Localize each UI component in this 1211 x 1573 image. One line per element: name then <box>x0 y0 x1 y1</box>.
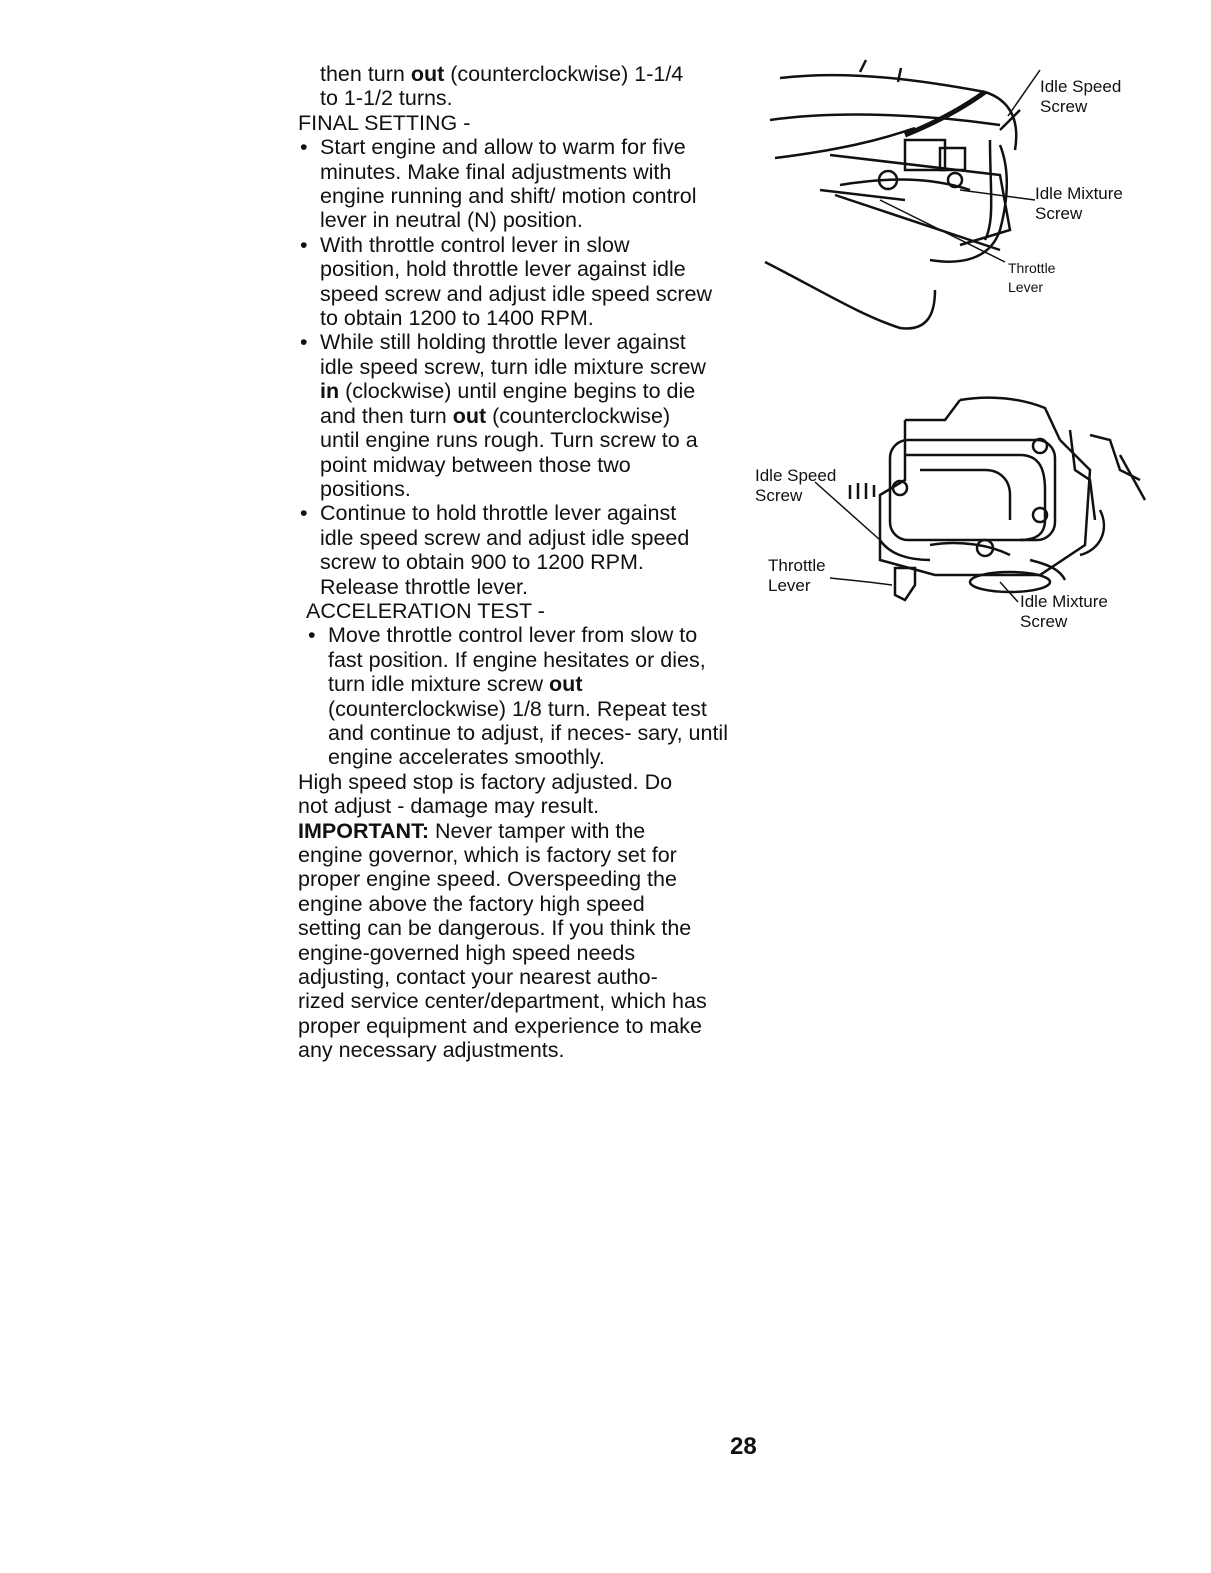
final-bullet-1 <box>298 135 710 233</box>
top-label-idle-speed-screw: Idle Speed Screw <box>1040 77 1122 116</box>
final-bullet-3-in: in <box>320 379 340 404</box>
high-speed-note: High speed stop is factory adjusted. Do not adjust - damage may result. <box>298 769 673 819</box>
instruction-column <box>298 62 738 1063</box>
important-label: IMPORTANT: <box>298 818 429 843</box>
intro-text <box>298 62 720 111</box>
final-bullet-3 <box>298 330 715 501</box>
final-bullet-3-text-e: (counterclockwise) until engine runs rough. Turn screw to a point midway between those two positions. <box>320 403 698 501</box>
bullet-dot: • <box>300 232 308 257</box>
bullet-dot: • <box>300 501 308 526</box>
important-note <box>298 819 708 1063</box>
final-setting-heading: FINAL SETTING - <box>298 110 471 135</box>
intro-text-bold: out <box>410 62 445 86</box>
accel-bullet <box>306 623 733 769</box>
final-bullet-2 <box>298 233 715 331</box>
final-bullet-3-out: out <box>452 403 487 428</box>
final-bullet-2-text: With throttle control lever in slow position, hold throttle lever against idle speed screw and adjust idle speed screw to obtain 1200 to 1400 RPM. <box>320 232 712 331</box>
bottom-label-throttle-lever: Throttle Lever <box>768 556 826 595</box>
top-label-idle-mixture-screw: Idle Mixture Screw <box>1035 184 1123 223</box>
accel-bullet-text-a: Move throttle control lever from slow to fast position. If engine hesitates or dies, turn idle mixture screw <box>328 623 706 697</box>
page-number: 28 <box>730 1433 757 1460</box>
intro-text-a: then turn <box>320 62 411 86</box>
final-bullet-3-text-a: While still holding throttle lever against idle speed screw, turn idle mixture screw <box>320 330 706 379</box>
top-label-throttle-lever: Throttle Lever <box>1008 260 1056 295</box>
bullet-dot: • <box>308 623 316 648</box>
final-bullet-1-text: Start engine and allow to warm for five minutes. Make final adjustments with engine running and shift/ motion control lever in neutral (N) position. <box>320 135 697 233</box>
important-text: Never tamper with the engine governor, which is factory set for proper engine speed. Overspeeding the engine above the factory high speed setting can be dangerous. If you think the engine-governed high speed needs adjusting, contact your nearest autho- rized service center/department, which has proper equipment and experience to make any necessary adjustments. <box>298 818 707 1063</box>
bottom-label-idle-speed-screw: Idle Speed Screw <box>755 466 837 505</box>
final-bullet-3-text-c: (clockwise) until engine begins to die and then turn <box>320 379 696 428</box>
intro-text-c: to 1-1/2 turns. <box>320 86 453 111</box>
bullet-dot: • <box>300 135 308 160</box>
accel-bullet-text-c: (counterclockwise) 1/8 turn. Repeat test and continue to adjust, if neces- sary, until engine accelerates smoothly. <box>328 696 728 770</box>
accel-bullet-out: out <box>549 672 583 697</box>
acceleration-test-heading: ACCELERATION TEST - <box>306 598 545 623</box>
bottom-label-idle-mixture-screw: Idle Mixture Screw <box>1020 592 1108 631</box>
intro-text-b: (counterclockwise) 1-1/4 <box>444 62 684 86</box>
final-bullet-4-text: Continue to hold throttle lever against idle speed screw and adjust idle speed screw to obtain 900 to 1200 RPM. Release throttle lever. <box>320 501 690 599</box>
bullet-dot: • <box>300 330 308 355</box>
final-bullet-4 <box>298 501 715 599</box>
